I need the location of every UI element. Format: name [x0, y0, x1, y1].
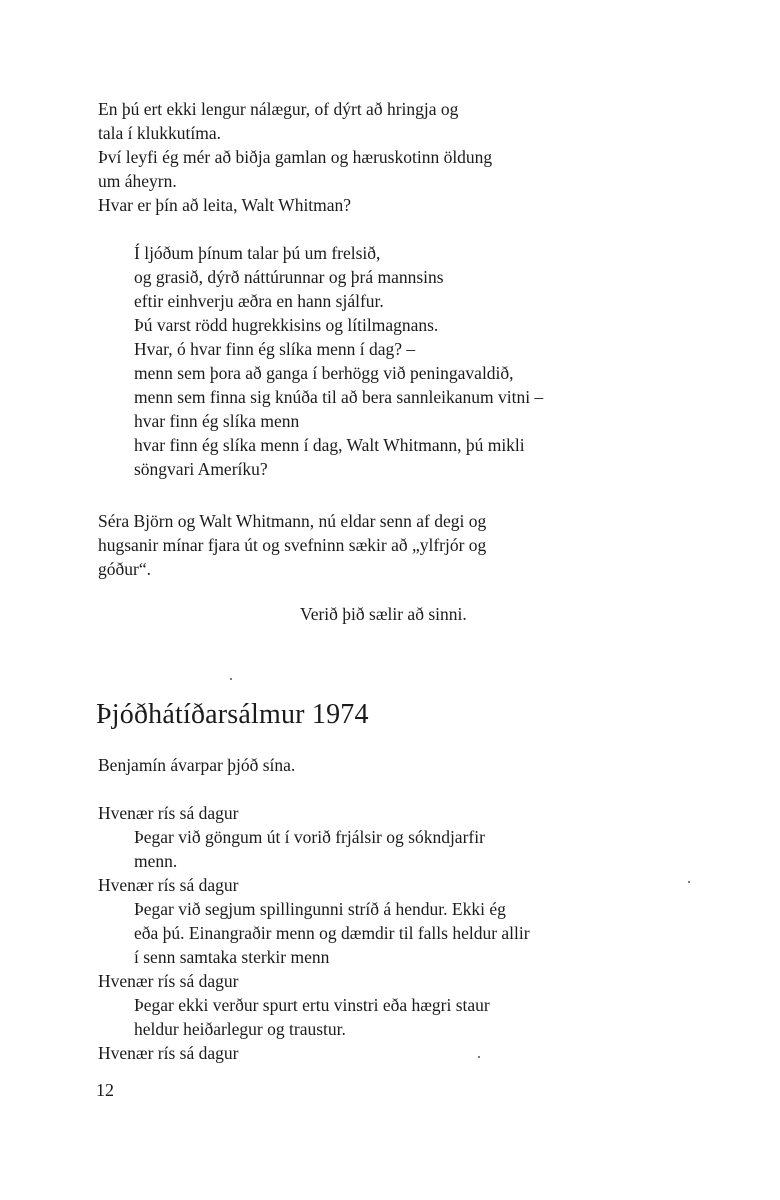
scan-speck [478, 1056, 480, 1058]
poem-line: um áheyrn. [98, 171, 177, 191]
poem-refrain-line: Hvenær rís sá dagur [98, 803, 239, 823]
poem-indented-line: menn sem finna sig knúða til að bera sannleikanum vitni – [134, 387, 544, 407]
poem-indented-line: Í ljóðum þínum talar þú um frelsið, [134, 243, 381, 263]
poem-indented-line: hvar finn ég slíka menn [134, 411, 300, 431]
scan-speck [688, 881, 690, 883]
poem-indented-line: heldur heiðarlegur og traustur. [134, 1019, 346, 1039]
poem-closing-line: Séra Björn og Walt Whitmann, nú eldar senn af degi og [98, 511, 487, 531]
poem-indented-line: eða þú. Einangraðir menn og dæmdir til falls heldur allir [134, 923, 530, 943]
poem-indented-line: og grasið, dýrð náttúrunnar og þrá mannsins [134, 267, 444, 287]
poem-indented-line: söngvari Ameríku? [134, 459, 268, 479]
poem-closing-line: hugsanir mínar fjara út og svefninn sækir að „ylfrjór og [98, 535, 487, 555]
scan-speck [230, 678, 232, 680]
poem-indented-line: Þegar við göngum út í vorið frjálsir og sókndjarfir [134, 827, 485, 847]
poem-indented-line: menn sem þora að ganga í berhögg við peningavaldið, [134, 363, 514, 383]
poem-indented-line: Þú varst rödd hugrekkisins og lítilmagnans. [134, 315, 439, 335]
poem-indented-line: í senn samtaka sterkir menn [134, 947, 330, 967]
poem-line: Hvar er þín að leita, Walt Whitman? [98, 195, 352, 215]
poem-refrain-line: Hvenær rís sá dagur [98, 1043, 239, 1063]
poem-indented-line: menn. [134, 851, 178, 871]
poem-title: Þjóðhátíðarsálmur 1974 [96, 699, 369, 730]
poem-subtitle: Benjamín ávarpar þjóð sína. [98, 755, 296, 775]
poem-closing-line: góður“. [98, 559, 151, 579]
poem-line: tala í klukkutíma. [98, 123, 221, 143]
poem-indented-line: Hvar, ó hvar finn ég slíka menn í dag? – [134, 339, 416, 359]
poem-farewell: Verið þið sælir að sinni. [300, 604, 467, 624]
poem-indented-line: Þegar við segjum spillingunni stríð á hendur. Ekki ég [134, 899, 506, 919]
poem-refrain-line: Hvenær rís sá dagur [98, 875, 239, 895]
page-number: 12 [96, 1080, 114, 1100]
poem-indented-line: eftir einhverju æðra en hann sjálfur. [134, 291, 384, 311]
poem-line: Því leyfi ég mér að biðja gamlan og hæruskotinn öldung [98, 147, 493, 167]
poem-refrain-line: Hvenær rís sá dagur [98, 971, 239, 991]
poem-indented-line: Þegar ekki verður spurt ertu vinstri eða hægri staur [134, 995, 490, 1015]
poem-indented-line: hvar finn ég slíka menn í dag, Walt Whitmann, þú mikli [134, 435, 525, 455]
poem-line: En þú ert ekki lengur nálægur, of dýrt að hringja og [98, 99, 459, 119]
